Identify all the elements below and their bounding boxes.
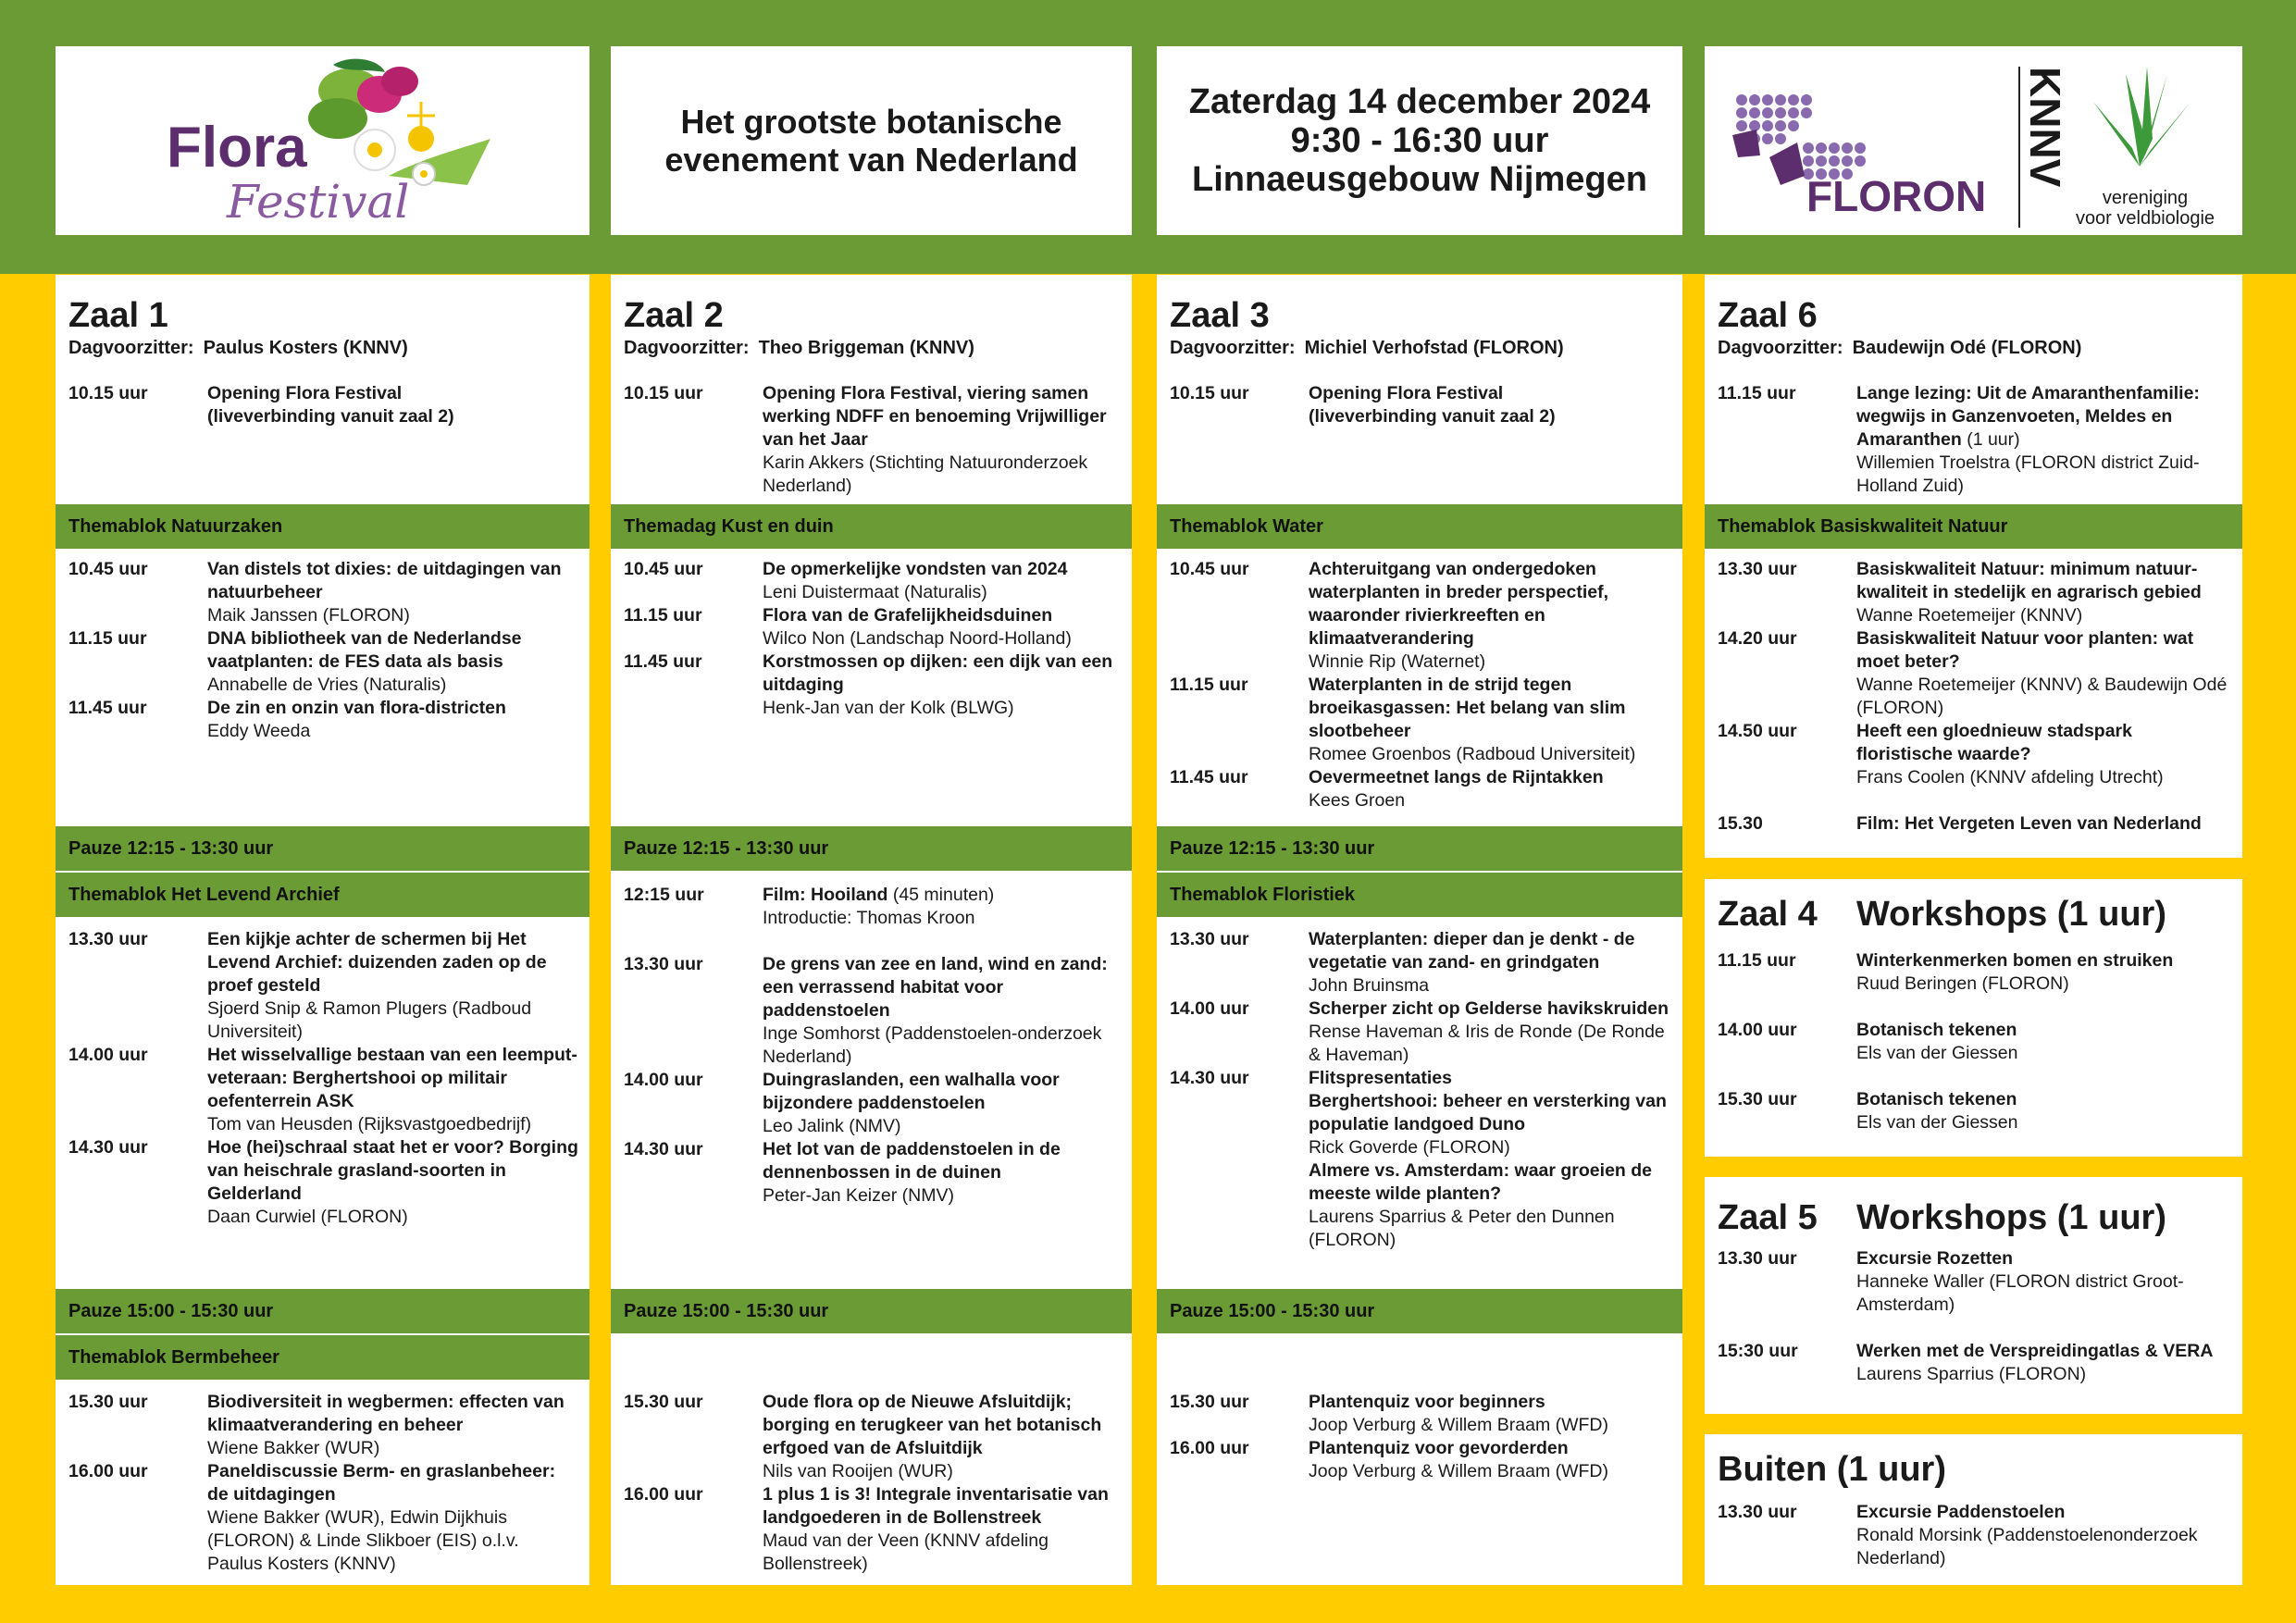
lecture-title: Lange lezing: Uit de Amaranthenfamilie: wegwijs in Ganzenvoeten, Meldes en Amaranthen: [1856, 383, 2200, 450]
chair-label: Dagvoorzitter:: [1170, 338, 1296, 358]
workshop-heading: Workshops (1 uur): [1856, 895, 2166, 934]
session-speaker: Daan Curwiel (FLORON): [207, 1207, 408, 1227]
event-venue: Linnaeusgebouw Nijmegen: [1192, 160, 1647, 199]
themablok-bar: Themablok Het Levend Archief: [56, 873, 590, 917]
themablok-bar: Themablok Water: [1157, 504, 1682, 549]
session-title: Basiskwaliteit Natuur voor planten: wat moet beter?: [1856, 628, 2194, 672]
session-title: 1 plus 1 is 3! Integrale inventarisatie van landgoederen in de Bollenstreek: [763, 1484, 1109, 1528]
excursion-time: 13.30 uur: [1718, 1502, 1797, 1522]
themablok-bar: Themablok Natuurzaken: [56, 504, 590, 549]
session-speaker: Wanne Roetemeijer (KNNV) & Baudewijn Odé (FLORON): [1856, 675, 2228, 718]
zaal-5-heading: [1718, 1197, 2242, 1238]
themablok-bar: Themablok Basiskwaliteit Natuur: [1705, 504, 2242, 549]
session-title: Duingraslanden, een walhalla voor bijzondere paddenstoelen: [763, 1070, 1060, 1113]
session-title: Flora van de Grafelijkheidsduinen: [763, 605, 1053, 626]
workshop-leader: Laurens Sparrius (FLORON): [1856, 1364, 2087, 1384]
chair-name: Theo Briggeman (KNNV): [758, 338, 974, 358]
session-time: 12:15 uur: [624, 885, 704, 905]
session-list: [611, 884, 1132, 1208]
session-title: Oude flora op de Nieuwe Afsluitdijk; borging en terugkeer van het botanisch erfgoed van de Afsluitdijk: [763, 1392, 1102, 1458]
session-row: [624, 1138, 1132, 1208]
zaal-2-opening-section: [611, 275, 1132, 504]
workshop-title: Botanisch tekenen: [1856, 1020, 2017, 1040]
session-title: Een kijkje achter de schermen bij Het Levend Archief: duizenden zaden op de proef gesteld: [207, 929, 547, 996]
zaal-1-chair: [68, 336, 590, 360]
session-title: Het lot van de paddenstoelen in de dennenbossen in de duinen: [763, 1139, 1061, 1183]
session-time: 11.45 uur: [624, 651, 702, 672]
session-row: [1170, 1391, 1682, 1437]
session-time: 10.45 uur: [624, 559, 703, 579]
zaal-6-panel: [1705, 275, 2242, 858]
session-speaker: Introductie: Thomas Kroon: [763, 908, 975, 928]
session-title: Opening Flora Festival, viering samen werking NDFF en benoeming Vrijwilliger van het Jaar: [763, 383, 1107, 450]
session-time: 10.15 uur: [624, 383, 703, 403]
session-title: Waterplanten in de strijd tegen broeikasgassen: Het belang van slim slootbeheer: [1309, 675, 1626, 741]
session-row: [1170, 997, 1682, 1067]
session-speaker: Joop Verburg & Willem Braam (WFD): [1309, 1415, 1608, 1435]
zaal-3-chair: [1170, 336, 1682, 360]
themadag-bar: Themadag Kust en duin: [611, 504, 1132, 549]
session-title: De zin en onzin van flora-districten: [207, 698, 506, 718]
session-time: 11.15 uur: [1718, 383, 1796, 403]
flora-festival-logo: [56, 46, 590, 235]
workshop-row: [1718, 1088, 2242, 1134]
session-time: 11.45 uur: [1170, 767, 1248, 787]
session-time: 14.30 uur: [1170, 1068, 1249, 1088]
session-time: 16.00 uur: [68, 1461, 148, 1481]
session-time: 16.00 uur: [624, 1484, 703, 1505]
session-time: 14.50 uur: [1718, 721, 1797, 741]
flora-festival-logo-box: [56, 46, 590, 235]
session-time: 11.15 uur: [1170, 675, 1248, 695]
session-time: 14.30 uur: [68, 1137, 148, 1158]
session-title: Hoe (hei)schraal staat het er voor? Borging van heischrale grasland-soorten in Gelderland: [207, 1137, 578, 1204]
session-row: [624, 558, 1132, 604]
pauze-bar: Pauze 12:15 - 13:30 uur: [611, 826, 1132, 871]
session-time: 11.15 uur: [624, 605, 702, 626]
session-title: Paneldiscussie Berm- en graslanbeheer: de uitdagingen: [207, 1461, 556, 1505]
themablok-bar: Themablok Bermbeheer: [56, 1335, 590, 1380]
pauze-bar: Pauze 15:00 - 15:30 uur: [1157, 1289, 1682, 1333]
tagline-line-2: evenement van Nederland: [664, 141, 1078, 179]
zaal-5-panel: [1705, 1177, 2242, 1414]
session-time: 10.45 uur: [68, 559, 148, 579]
session-title: Van distels tot dixies: de uitdagingen van natuurbeheer: [207, 559, 562, 602]
workshop-title: Werken met de Verspreidingatlas & VERA: [1856, 1341, 2214, 1361]
session-row: [1170, 766, 1682, 812]
session-title: Korstmossen op dijken: een dijk van een uitdaging: [763, 651, 1113, 695]
floron-wordmark: FLORON: [1806, 172, 1987, 220]
session-speaker: Leni Duistermaat (Naturalis): [763, 582, 987, 602]
pauze-bar: Pauze 12:15 - 13:30 uur: [56, 826, 590, 871]
session-speaker: Wiene Bakker (WUR), Edwin Dijkhuis (FLORON) & Linde Slikboer (EIS) o.l.v. Paulus Kosters (KNNV): [207, 1507, 519, 1574]
themablok-bar: Themablok Floristiek: [1157, 873, 1682, 917]
session-time: 14.20 uur: [1718, 628, 1797, 649]
zaal-2-column: [611, 275, 1132, 1585]
excursion-row: [1718, 1501, 2242, 1570]
session-time: 13.30 uur: [624, 954, 703, 974]
zaal-1-opening-section: [56, 275, 590, 504]
workshop-time: 13.30 uur: [1718, 1248, 1797, 1269]
session-list: [611, 1391, 1132, 1576]
chair-name: Baudewijn Odé (FLORON): [1852, 338, 2082, 358]
session-time: 15.30 uur: [68, 1392, 148, 1412]
session-title: Heeft een gloednieuw stadspark floristische waarde?: [1856, 721, 2132, 764]
session-title: Basiskwaliteit Natuur: minimum natuur-kwaliteit in stedelijk en agrarisch gebied: [1856, 559, 2202, 602]
knnv-subtitle-line-1: vereniging: [2102, 188, 2189, 208]
tagline-line-1: Het grootste botanische: [680, 103, 1062, 141]
workshop-row: [1718, 949, 2242, 996]
session-speaker: Wiene Bakker (WUR): [207, 1438, 380, 1458]
partner-logos-box: [1705, 46, 2242, 235]
session-speaker: Kees Groen: [1309, 790, 1406, 811]
session-row: [624, 1069, 1132, 1138]
session-row: [624, 953, 1132, 1069]
partner-logos: [1705, 46, 2242, 235]
session-row: [68, 1136, 590, 1229]
session-time: 13.30 uur: [68, 929, 148, 949]
session-speaker: Romee Groenbos (Radboud Universiteit): [1309, 744, 1636, 764]
session-row: [68, 697, 590, 743]
session-speaker: Joop Verburg & Willem Braam (WFD): [1309, 1461, 1608, 1481]
session-title: Biodiversiteit in wegbermen: effecten van klimaatverandering en beheer: [207, 1392, 565, 1435]
session-time: 10.45 uur: [1170, 559, 1249, 579]
flits-title: Almere vs. Amsterdam: waar groeien de meeste wilde planten?: [1309, 1160, 1653, 1204]
zaal-1-column: [56, 275, 590, 1585]
zaal-4-title: Zaal 4: [1718, 895, 1818, 934]
zaal-4-panel: [1705, 879, 2242, 1157]
session-time: 10.15 uur: [68, 383, 148, 403]
session-row: [68, 928, 590, 1044]
session-time: 11.45 uur: [68, 698, 147, 718]
session-speaker: Maud van der Veen (KNNV afdeling Bollenstreek): [763, 1530, 1049, 1574]
session-time: 14.00 uur: [68, 1045, 148, 1065]
session-row: [624, 382, 1132, 498]
film-title: Film: Hooiland: [763, 885, 888, 905]
session-row: [1718, 558, 2242, 627]
excursion-title: Excursie Paddenstoelen: [1856, 1502, 2066, 1522]
zaal-6-opening-section: [1705, 275, 2242, 504]
session-title: Plantenquiz voor beginners: [1309, 1392, 1545, 1412]
session-row: [68, 1391, 590, 1460]
workshop-row: [1718, 1019, 2242, 1065]
knnv-subtitle-line-2: voor veldbiologie: [2075, 208, 2215, 229]
workshop-leader: Els van der Giessen: [1856, 1043, 2018, 1063]
workshop-leader: Els van der Giessen: [1856, 1112, 2018, 1133]
flits-speaker: Laurens Sparrius & Peter den Dunnen (FLORON): [1309, 1207, 1615, 1250]
session-speaker: Henk-Jan van der Kolk (BLWG): [763, 698, 1014, 718]
session-row: [1718, 627, 2242, 720]
session-speaker: Maik Janssen (FLORON): [207, 605, 410, 626]
session-row: [1170, 1067, 1682, 1252]
logo-word-flora: Flora: [167, 116, 307, 180]
session-title: [1856, 382, 2231, 452]
event-info: [1189, 82, 1651, 199]
chair-label: Dagvoorzitter:: [624, 338, 750, 358]
session-speaker: John Bruinsma: [1309, 975, 1430, 996]
session-title: Flitspresentaties: [1309, 1068, 1452, 1088]
session-title: Opening Flora Festival (liveverbinding vanuit zaal 2): [207, 383, 454, 427]
chair-label: Dagvoorzitter:: [1718, 338, 1843, 358]
session-title: Waterplanten: dieper dan je denkt - de vegetatie van zand- en grindgaten: [1309, 929, 1635, 973]
session-speaker: Eddy Weeda: [207, 721, 311, 741]
session-speaker: Tom van Heusden (Rijksvastgoedbedrijf): [207, 1114, 532, 1134]
session-row: [68, 558, 590, 627]
workshop-row: [1718, 1340, 2242, 1386]
session-row: [68, 382, 590, 428]
session-title: Plantenquiz voor gevorderden: [1309, 1438, 1569, 1458]
session-row: [624, 1483, 1132, 1576]
session-title: Het wisselvallige bestaan van een leemput-veteraan: Berghertshooi op militair oefenterrein ASK: [207, 1045, 577, 1111]
session-speaker: Peter-Jan Keizer (NMV): [763, 1185, 954, 1206]
session-row: [1170, 1437, 1682, 1483]
workshop-time: 15.30 uur: [1718, 1089, 1797, 1109]
zaal-2-chair: [624, 336, 1132, 360]
session-time: 14.30 uur: [624, 1139, 703, 1159]
session-speaker: Frans Coolen (KNNV afdeling Utrecht): [1856, 767, 2164, 787]
lecture-duration: (1 uur): [1961, 429, 2020, 450]
workshop-leader: Ruud Beringen (FLORON): [1856, 973, 2069, 994]
session-row: [68, 627, 590, 697]
tagline: [664, 103, 1077, 179]
zaal-5-title: Zaal 5: [1718, 1198, 1818, 1237]
session-speaker: Leo Jalink (NMV): [763, 1116, 901, 1136]
zaal-4-heading: [1718, 894, 2242, 935]
tagline-box: [611, 46, 1132, 235]
chair-name: Michiel Verhofstad (FLORON): [1304, 338, 1564, 358]
session-row: [68, 1460, 590, 1576]
session-title: Scherper zicht op Gelderse havikskruiden: [1309, 998, 1669, 1019]
session-speaker: Sjoerd Snip & Ramon Plugers (Radboud Universiteit): [207, 998, 532, 1042]
session-row: [624, 650, 1132, 720]
session-row: [1170, 382, 1682, 428]
zaal-1-title: Zaal 1: [68, 296, 168, 335]
flits-title: Berghertshooi: beheer en versterking van populatie landgoed Duno: [1309, 1091, 1667, 1134]
session-speaker: Annabelle de Vries (Naturalis): [207, 675, 447, 695]
buiten-title: Buiten (1 uur): [1718, 1450, 1946, 1489]
session-title: [763, 884, 1121, 907]
workshop-row: [1718, 1247, 2242, 1317]
session-title: Opening Flora Festival (liveverbinding vanuit zaal 2): [1309, 383, 1556, 427]
session-list: [56, 928, 590, 1229]
session-speaker: Winnie Rip (Waternet): [1309, 651, 1486, 672]
session-title: Achteruitgang van ondergedoken waterplanten in breder perspectief, waaronder rivierkreeften en klimaatverandering: [1309, 559, 1609, 649]
workshop-title: Botanisch tekenen: [1856, 1089, 2017, 1109]
zaal-6-title: Zaal 6: [1718, 296, 1818, 335]
session-list: [56, 1391, 590, 1576]
session-title: De opmerkelijke vondsten van 2024: [763, 559, 1068, 579]
film-duration: (45 minuten): [887, 885, 995, 905]
pauze-bar: Pauze 15:00 - 15:30 uur: [611, 1289, 1132, 1333]
event-info-box: [1157, 46, 1682, 235]
session-speaker: Willemien Troelstra (FLORON district Zuid-Holland Zuid): [1856, 452, 2200, 496]
workshop-leader: Hanneke Waller (FLORON district Groot-Amsterdam): [1856, 1271, 2184, 1315]
workshop-time: 15:30 uur: [1718, 1341, 1798, 1361]
session-row: [68, 1044, 590, 1136]
knnv-plant-icon: [2093, 67, 2191, 167]
session-speaker: Nils van Rooijen (WUR): [763, 1461, 953, 1481]
session-time: 15.30: [1718, 813, 1763, 834]
chair-name: Paulus Kosters (KNNV): [203, 338, 408, 358]
flits-speaker: Rick Goverde (FLORON): [1309, 1137, 1510, 1158]
session-speaker: Karin Akkers (Stichting Natuuronderzoek Nederland): [763, 452, 1088, 496]
session-time: 11.15 uur: [68, 628, 147, 649]
workshop-time: 14.00 uur: [1718, 1020, 1797, 1040]
session-list: [1157, 1391, 1682, 1483]
session-row: [1718, 382, 2242, 498]
session-list: [611, 558, 1132, 720]
session-row: [1170, 558, 1682, 674]
logo-word-festival: Festival: [227, 175, 410, 229]
session-row: [1718, 720, 2242, 789]
workshop-heading: Workshops (1 uur): [1856, 1198, 2166, 1237]
session-row: [1170, 928, 1682, 997]
session-time: 16.00 uur: [1170, 1438, 1249, 1458]
pauze-bar: Pauze 12:15 - 13:30 uur: [1157, 826, 1682, 871]
session-speaker: Rense Haveman & Iris de Ronde (De Ronde & Haveman): [1309, 1022, 1665, 1065]
session-title: Oevermeetnet langs de Rijntakken: [1309, 767, 1604, 787]
knnv-wordmark: KNNV: [2021, 67, 2069, 188]
session-speaker: Wanne Roetemeijer (KNNV): [1856, 605, 2083, 626]
session-list: [56, 558, 590, 743]
session-row: [1170, 674, 1682, 766]
chair-label: Dagvoorzitter:: [68, 338, 194, 358]
session-speaker: Wilco Non (Landschap Noord-Holland): [763, 628, 1072, 649]
session-time: 13.30 uur: [1718, 559, 1797, 579]
session-row: [1718, 812, 2242, 836]
session-time: 13.30 uur: [1170, 929, 1249, 949]
session-row: [624, 884, 1132, 930]
session-title: De grens van zee en land, wind en zand: een verrassend habitat voor paddenstoelen: [763, 954, 1108, 1021]
session-title: Film: Het Vergeten Leven van Nederland: [1856, 813, 2202, 834]
session-speaker: Inge Somhorst (Paddenstoelen-onderzoek Nederland): [763, 1023, 1102, 1067]
event-date: Zaterdag 14 december 2024: [1188, 82, 1651, 121]
workshop-title: Excursie Rozetten: [1856, 1248, 2014, 1269]
session-time: 15.30 uur: [1170, 1392, 1249, 1412]
event-time: 9:30 - 16:30 uur: [1290, 121, 1549, 160]
session-time: 10.15 uur: [1170, 383, 1249, 403]
session-time: 15.30 uur: [624, 1392, 703, 1412]
zaal-6-chair: [1718, 336, 2242, 360]
session-time: 14.00 uur: [1170, 998, 1249, 1019]
session-time: 14.00 uur: [624, 1070, 703, 1090]
session-list: [1157, 558, 1682, 812]
zaal-3-title: Zaal 3: [1170, 296, 1270, 335]
flower-icon: [308, 59, 490, 185]
workshop-title: Winterkenmerken bomen en struiken: [1856, 950, 2174, 971]
session-list: [1157, 928, 1682, 1252]
excursion-leader: Ronald Morsink (Paddenstoelenonderzoek Nederland): [1856, 1525, 2198, 1568]
zaal-3-column: [1157, 275, 1682, 1585]
session-row: [624, 604, 1132, 650]
session-title: DNA bibliotheek van de Nederlandse vaatplanten: de FES data als basis: [207, 628, 522, 672]
buiten-panel: [1705, 1434, 2242, 1585]
zaal-3-opening-section: [1157, 275, 1682, 504]
pauze-bar: Pauze 15:00 - 15:30 uur: [56, 1289, 590, 1333]
session-row: [624, 1391, 1132, 1483]
workshop-time: 11.15 uur: [1718, 950, 1796, 971]
session-list: [1705, 558, 2242, 836]
zaal-2-title: Zaal 2: [624, 296, 724, 335]
